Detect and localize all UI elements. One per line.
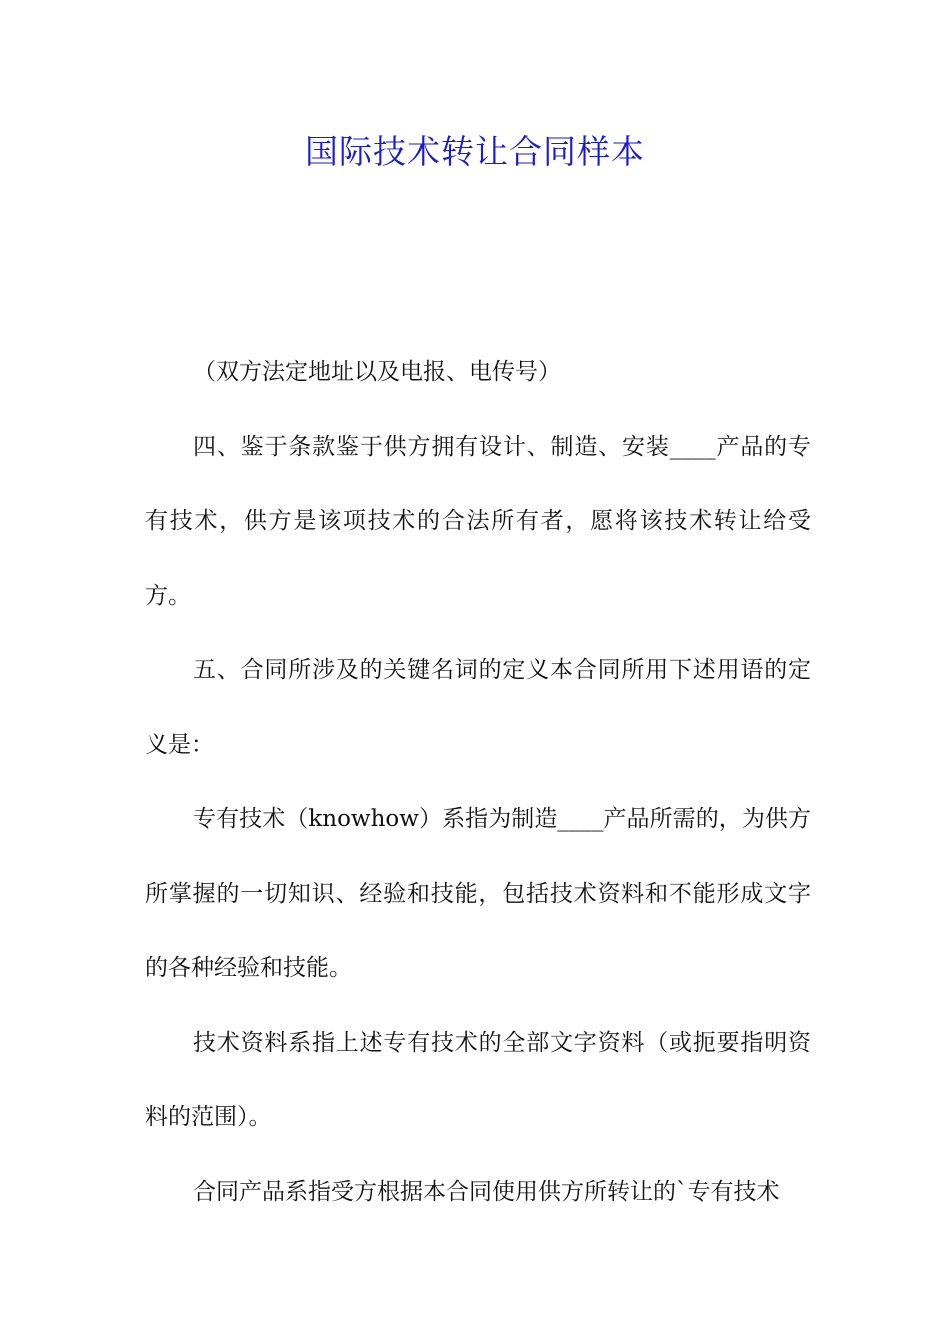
document-title: 国际技术转让合同样本: [305, 132, 645, 171]
paragraph-definitions-clause: 五、合同所涉及的关键名词的定义本合同所用下述用语的定义是：: [145, 657, 811, 758]
paragraph-technical-data-definition: 技术资料系指上述专有技术的全部文字资料（或扼要指明资料的范围）。: [145, 1029, 811, 1130]
paragraph-knowhow-definition: 专有技术（knowhow）系指为制造____产品所需的，为供方所掌握的一切知识、经验和技能，包括技术资料和不能形成文字的各种经验和技能。: [145, 806, 811, 981]
document-body: [145, 335, 811, 1229]
paragraph-contract-product-definition: 合同产品系指受方根据本合同使用供方所转让的`专有技术: [193, 1178, 780, 1205]
paragraph-recital-clause: 四、鉴于条款鉴于供方拥有设计、制造、安装____产品的专有技术，供方是该项技术的合法所有者，愿将该技术转让给受方。: [145, 433, 811, 609]
paragraph-address-note: （双方法定地址以及电报、电传号）: [193, 359, 561, 385]
